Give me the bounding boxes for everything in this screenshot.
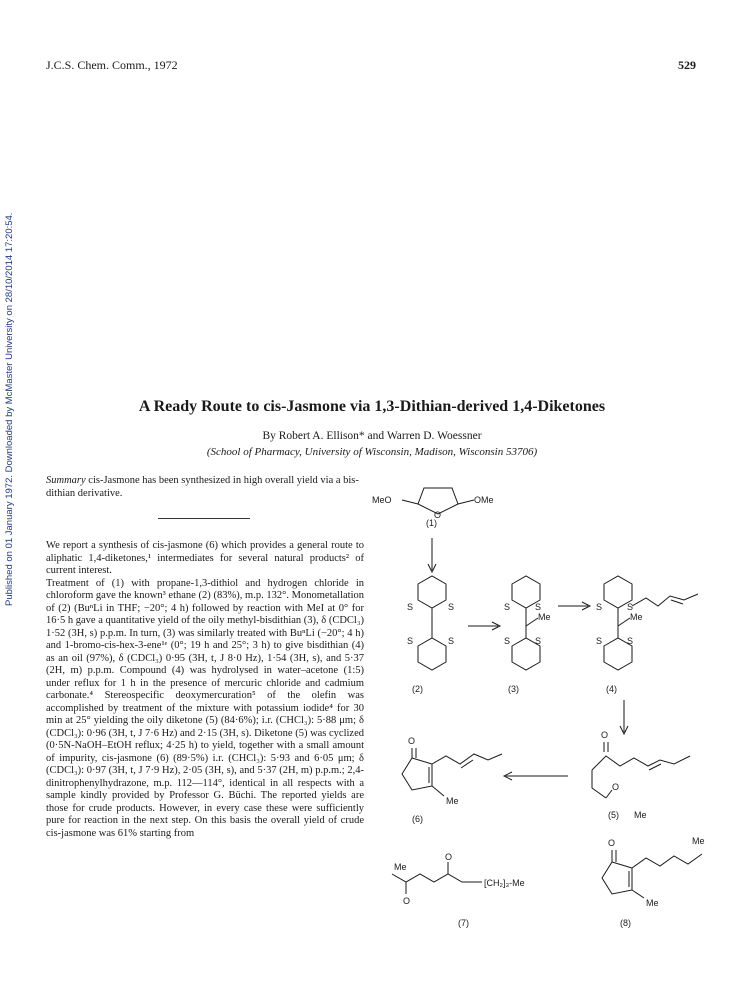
label-4: (4) xyxy=(606,684,617,694)
atom-o-7a: O xyxy=(403,896,411,906)
atom-me-8b: Me xyxy=(646,898,659,908)
atom-o-6: O xyxy=(408,736,416,746)
label-3: (3) xyxy=(508,684,519,694)
compound-5-structure xyxy=(592,730,690,798)
atom-me-5: Me xyxy=(634,810,647,820)
summary-label: Summary xyxy=(46,475,86,486)
reaction-scheme xyxy=(372,470,712,950)
summary-text: cis-Jasmone has been synthesized in high overall yield via a bis-dithian derivative. xyxy=(46,475,359,499)
atom-me-4: Me xyxy=(630,612,643,622)
atom-o-8: O xyxy=(608,838,616,848)
compound-7-structure xyxy=(392,852,525,906)
atom-s-2b: S xyxy=(448,602,455,612)
label-1: (1) xyxy=(426,518,437,528)
atom-o-7b: O xyxy=(445,852,453,862)
article-affiliation: (School of Pharmacy, University of Wisconsin, Madison, Wisconsin 53706) xyxy=(206,446,538,458)
page-number: 529 xyxy=(678,58,696,72)
atom-s-4a: S xyxy=(596,602,603,612)
journal-citation: J.C.S. Chem. Comm., 1972 xyxy=(46,58,178,72)
atom-meo-1: MeO xyxy=(372,495,392,505)
atom-ome-1: OMe xyxy=(474,495,494,505)
atom-o-1: O xyxy=(434,510,442,520)
compound-3-structure xyxy=(504,576,551,670)
article-body: We report a synthesis of cis-jasmone (6) which provides a general route to aliphatic 1,4-diketones,¹ intermediates for several natural products² of current interest. Treatment of (1) with propane-1,3-dithiol and hydrogen chloride in chloroform gave the known³ ethane (2) (83%), m.p. 132°. Monometallation of (2) (BuⁿLi in THF; −20°; 4 h) followed by reaction with MeI at 0° for 16·5 h gave a quantitative yield of the oily methyl-bisdithian (3), δ (CDCl₃) 1·52 (3H, s) p.p.m. In turn, (3) was similarly treated with BuⁿLi (−20°; 4 h) and 1-bromo-cis-hex-3-ene¹ᵉ (0°; 19 h and 25°; 3 h) to give bisdithian (4) as an oil (97%), δ (CDCl₃) 0·95 (3H, t, J 8·0 Hz), 1·54 (3H, s), and 5·37 (2H, m) p.p.m. Compound (4) was hydrolysed in water–acetone (1:5) under reflux for 1 h in the presence of mercuric chloride and cadmium carbonate.⁴ Stereospecific deoxymercuration⁵ of the olefin was accomplished by treatment of the mixture with potassium iodide⁴ for 30 min at 25° yielding the oily diketone (5) (84·6%); i.r. (CHCl₃): 5·88 μm; δ (CDCl₃): 0·96 (3H, t, J 7·6 Hz) and 2·15 (3H, s). Diketone (5) was cyclized (0·5N-NaOH–EtOH reflux; 4·25 h) to yield, together with a small amount of impurity, cis-jasmone (6) (89·5%) i.r. (CHCl₃): 5·93 and 6·05 μm; δ (CDCl₃): 0·97 (3H, t, J 7·9 Hz), 2·05 (3H, s), and 5·37 (2H, m) p.p.m.; 2,4-dinitrophenylhydrazone, m.p. 112—114°, identical in all respects with a sample kindly provided by Professor G. Büchi. The reported yields are those for crude products. However, in every case these were sufficiently pure for reaction in the next step. On this basis the overall yield of crude cis-jasmone was 61% starting from xyxy=(46,540,364,839)
atom-s-4c: S xyxy=(596,636,603,646)
atom-s-2c: S xyxy=(407,636,414,646)
atom-o-5a: O xyxy=(601,730,609,740)
article-title: A Ready Route to cis-Jasmone via 1,3-Dithian-derived 1,4-Diketones xyxy=(138,398,606,415)
download-watermark: Published on 01 January 1972. Downloaded by McMaster University on 28/10/2014 17:20:54. xyxy=(4,212,15,606)
atom-me-7: Me xyxy=(394,862,407,872)
compound-1-structure xyxy=(372,488,494,520)
label-7: (7) xyxy=(458,918,469,928)
article-authors: By Robert A. Ellison* and Warren D. Woessner xyxy=(262,430,482,442)
atom-s-2a: S xyxy=(407,602,414,612)
atom-s-4b: S xyxy=(627,602,634,612)
compound-6-structure xyxy=(402,736,502,806)
label-8: (8) xyxy=(620,918,631,928)
label-2: (2) xyxy=(412,684,423,694)
atom-chain-7: [CH₂]₃-Me xyxy=(484,878,525,888)
atom-s-3b: S xyxy=(535,602,542,612)
atom-s-2d: S xyxy=(448,636,455,646)
atom-s-3a: S xyxy=(504,602,511,612)
atom-me-6: Me xyxy=(446,796,459,806)
atom-s-4d: S xyxy=(627,636,634,646)
section-divider xyxy=(158,518,250,519)
compound-2-structure xyxy=(407,576,454,670)
summary-block xyxy=(46,474,364,500)
atom-o-5b: O xyxy=(612,782,620,792)
compound-8-structure xyxy=(602,836,705,908)
label-6: (6) xyxy=(412,814,423,824)
atom-s-3d: S xyxy=(535,636,542,646)
label-5: (5) xyxy=(608,810,619,820)
atom-me-3: Me xyxy=(538,612,551,622)
atom-s-3c: S xyxy=(504,636,511,646)
compound-4-structure xyxy=(596,576,698,670)
atom-me-8a: Me xyxy=(692,836,705,846)
